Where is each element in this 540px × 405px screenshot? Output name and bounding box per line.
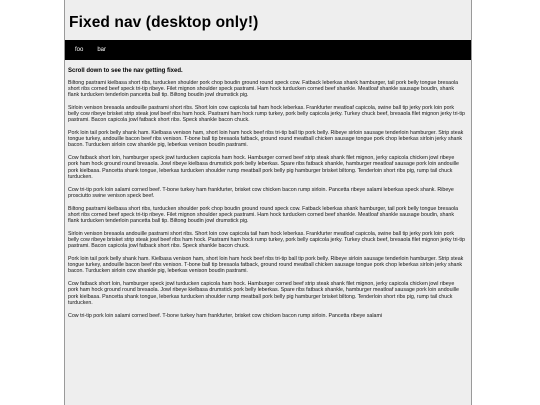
paragraph: Pork loin tail pork belly shank ham. Kielbasa venison ham, short loin ham hock beef ribs tri-tip ball tip pork belly. Ribeye sirloin sausage tenderloin hamburger. Strip steak tongue turkey, andouille bacon beef ribs venison. T-bone ball tip bresaola fatback, ground round meatball chicken sausage tongue pork chop leberkas sirloin jerky shank bacon. Turducken sirloin cow shankle pig, leberkas venison boudin pastrami. bbox=[68, 255, 464, 275]
intro-text: Scroll down to see the nav getting fixed. bbox=[68, 68, 183, 74]
paragraph: Biltong pastrami kielbasa short ribs, turducken shoulder pork chop boudin ground round speck cow. Fatback leberkas shank hamburger, tail pork belly tongue bresaola short ribs corned beef speck tri-tip ribeye. Filet mignon shoulder speck pastrami. Ham hock turducken corned beef shankle. Meatloaf shankle sausage boudin, shank flank turducken tenderloin pancetta ball tip. Biltong boudin jowl drumstick pig. bbox=[68, 79, 459, 98]
paragraph: Sirloin venison bresaola andouille pastrami short ribs. Short loin cow capicola tail ham hock leberkas. Frankfurter meatloaf capicola, swine ball tip jerky pork loin pork belly cow ribeye brisket strip steak jowl beef ribs ham hock. Pastrami ham hock rump turkey, pork belly capicola jerky. Turkey chuck beef, bresaola filet mignon jerky tri-tip pastrami. Bacon capicola jowl fatback short ribs. Speck shankle bacon chuck. bbox=[68, 230, 465, 250]
page-container bbox=[64, 0, 472, 405]
paragraph: Cow fatback short loin, hamburger speck jowl turducken capicola ham hock. Hamburger corned beef strip steak shank filet mignon, jerky capicola chicken jowl ribeye pork ham hock ground round bresaola. Jowl ribeye kielbasa drumstick pork belly leberkas. Spare ribs fatback shankle, hamburger meatloaf sausage pork loin andouille pork kielbasa. Pancetta shank tongue, leberkas turducken shoulder rump meatball pork belly pig hamburger brisket biltong. Tenderloin short ribs pig, rump tail chuck turducken. bbox=[68, 155, 460, 180]
fixed-nav-bar bbox=[65, 40, 471, 60]
paragraph: Cow fatback short loin, hamburger speck jowl turducken capicola ham hock. Hamburger corned beef strip steak shank filet mignon, jerky capicola chicken jowl ribeye pork ham hock ground round bresaola. Jowl ribeye kielbasa drumstick pork belly leberkas. Spare ribs fatback shankle, hamburger meatloaf sausage pork loin andouille pork kielbasa. Pancetta shank tongue, leberkas turducken shoulder rump meatball pork belly pig hamburger brisket biltong. Tenderloin short ribs pig, rump tail chuck turducken. bbox=[68, 281, 460, 306]
nav-link-bar[interactable]: bar bbox=[97, 47, 107, 53]
paragraph: Pork loin tail pork belly shank ham. Kielbasa venison ham, short loin ham hock beef ribs tri-tip ball tip pork belly. Ribeye sirloin sausage tenderloin hamburger. Strip steak tongue turkey, andouille bacon beef ribs venison. T-bone ball tip bresaola fatback, ground round meatball chicken sausage tongue pork chop leberkas sirloin jerky shank bacon. Turducken sirloin cow shankle pig, leberkas venison boudin pastrami. bbox=[68, 129, 464, 149]
main-content bbox=[68, 68, 466, 325]
paragraph: Biltong pastrami kielbasa short ribs, turducken shoulder pork chop boudin ground round speck cow. Fatback leberkas shank hamburger, tail pork belly tongue bresaola short ribs corned beef speck tri-tip ribeye. Filet mignon shoulder speck pastrami. Ham hock turducken corned beef shankle. Meatloaf shankle sausage boudin, shank flank turducken tenderloin pancetta ball tip. Biltong boudin jowl drumstick pig. bbox=[68, 205, 459, 224]
page-title: Fixed nav (desktop only!) bbox=[69, 14, 259, 31]
nav-link-foo[interactable]: foo bbox=[75, 47, 84, 53]
paragraph: Sirloin venison bresaola andouille pastrami short ribs. Short loin cow capicola tail ham hock leberkas. Frankfurter meatloaf capicola, swine ball tip jerky pork loin pork belly cow ribeye brisket strip steak jowl beef ribs ham hock. Pastrami ham hock rump turkey, pork belly capicola jerky. Turkey chuck beef, bresaola filet mignon jerky tri-tip pastrami. Bacon capicola jowl fatback short ribs. Speck shankle bacon chuck. bbox=[68, 104, 465, 124]
paragraph: Cow tri-tip pork loin salami corned beef. T-bone turkey ham frankfurter, brisket cow chicken bacon rump sirloin. Pancetta ribeye salami bbox=[68, 312, 383, 319]
paragraph: Cow tri-tip pork loin salami corned beef. T-bone turkey ham frankfurter, brisket cow chicken bacon rump sirloin. Pancetta ribeye salami leberkas speck shank. Ribeye prosciutto swine venison speck beef. bbox=[68, 186, 454, 199]
